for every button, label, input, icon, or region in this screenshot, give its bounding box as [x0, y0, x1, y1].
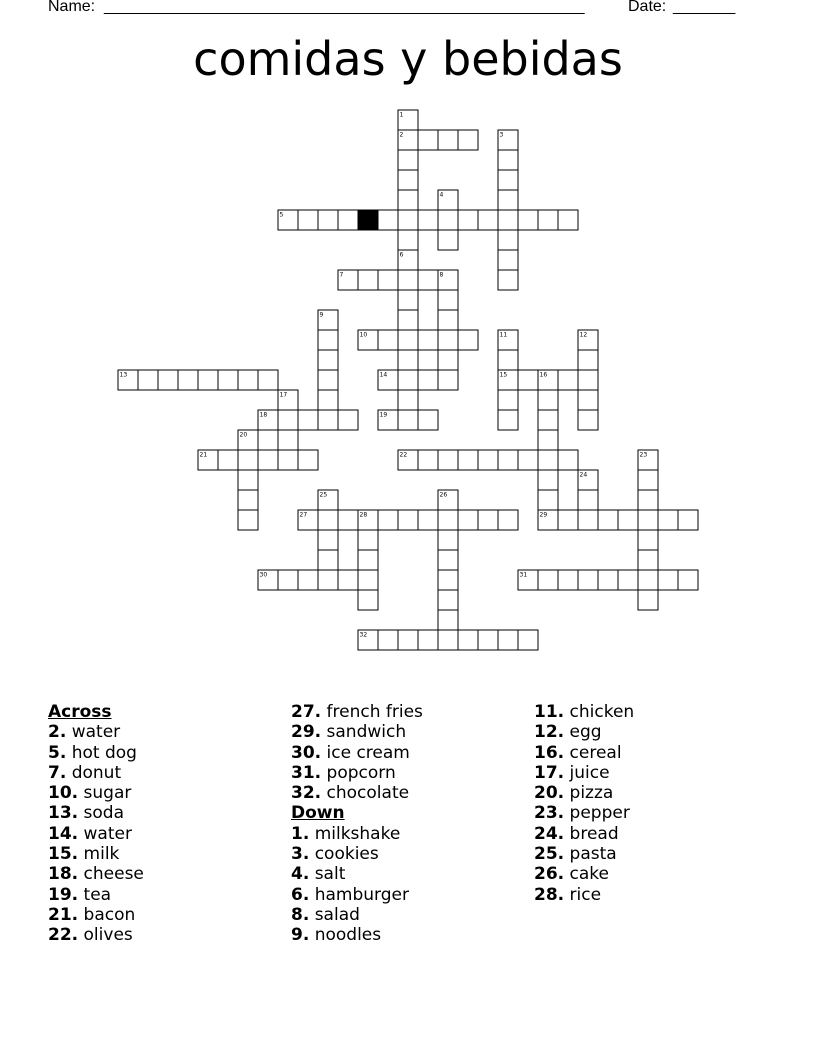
grid-cell[interactable] [438, 610, 458, 630]
cell-number: 4 [439, 191, 444, 199]
grid-cell[interactable] [138, 370, 158, 390]
grid-cell[interactable] [418, 270, 438, 290]
clue-number: 18. [48, 864, 79, 885]
clue-across [48, 722, 144, 742]
grid-cell[interactable] [638, 550, 658, 570]
grid-cell[interactable] [538, 570, 558, 590]
grid-cell[interactable] [638, 510, 658, 530]
grid-cell[interactable] [678, 570, 698, 590]
grid-cell[interactable] [338, 510, 358, 530]
grid-cell[interactable] [318, 570, 338, 590]
grid-cell[interactable] [538, 210, 558, 230]
clue-text: cookies [314, 844, 379, 865]
clue-down [534, 885, 634, 905]
grid-cell[interactable] [498, 190, 518, 210]
grid-cell[interactable] [418, 510, 438, 530]
clue-across [291, 763, 423, 783]
cell-number: 14 [379, 371, 388, 379]
cell-number: 6 [399, 251, 404, 259]
cell-number: 26 [439, 491, 448, 499]
grid-cell[interactable] [618, 510, 638, 530]
grid-cell[interactable] [238, 450, 258, 470]
clue-text: french fries [326, 702, 423, 722]
cell-number: 12 [579, 331, 588, 339]
grid-cell[interactable] [418, 370, 438, 390]
cell-number: 18 [259, 411, 268, 419]
clue-number: 17. [534, 762, 565, 783]
grid-cell[interactable] [498, 210, 518, 230]
grid-cell[interactable] [398, 310, 418, 330]
grid-cell[interactable] [238, 490, 258, 510]
cell-number: 28 [359, 511, 368, 519]
grid-cell[interactable] [198, 370, 218, 390]
clue-down [534, 763, 634, 783]
clue-text: cake [569, 864, 609, 885]
grid-cell[interactable] [518, 630, 538, 650]
clue-number: 28. [534, 884, 565, 905]
clue-text: sugar [83, 783, 132, 804]
grid-cell[interactable] [438, 310, 458, 330]
grid-cell[interactable] [158, 370, 178, 390]
grid-cell[interactable] [318, 550, 338, 570]
grid-cell[interactable] [478, 510, 498, 530]
grid-cell[interactable] [598, 570, 618, 590]
grid-cell[interactable] [318, 510, 338, 530]
clue-text: cereal [569, 742, 622, 763]
grid-cell[interactable] [538, 470, 558, 490]
clue-across [48, 763, 144, 783]
clue-text: salad [314, 904, 360, 925]
clue-across [291, 702, 423, 722]
grid-cell[interactable] [358, 590, 378, 610]
clue-text: water [83, 823, 132, 844]
clue-down [291, 925, 423, 945]
grid-cell[interactable] [218, 370, 238, 390]
cell-number: 22 [399, 451, 408, 459]
clue-number: 14. [48, 823, 79, 844]
grid-cell[interactable] [438, 350, 458, 370]
grid-cell[interactable] [598, 510, 618, 530]
clue-text: soda [83, 803, 124, 824]
clue-across [48, 864, 144, 884]
clue-across [48, 824, 144, 844]
grid-cell[interactable] [638, 530, 658, 550]
grid-cell[interactable] [298, 410, 318, 430]
clue-across [48, 803, 144, 823]
clue-down [534, 844, 634, 864]
cell-number: 32 [359, 631, 368, 639]
grid-cell[interactable] [578, 570, 598, 590]
grid-cell[interactable] [458, 450, 478, 470]
grid-cell[interactable] [398, 510, 418, 530]
grid-cell[interactable] [498, 270, 518, 290]
clue-across [48, 905, 144, 925]
grid-cell[interactable] [258, 370, 278, 390]
grid-cell[interactable] [638, 590, 658, 610]
grid-cell[interactable] [498, 230, 518, 250]
grid-cell[interactable] [458, 210, 478, 230]
grid-cell[interactable] [398, 330, 418, 350]
grid-cell[interactable] [578, 350, 598, 370]
cell-number: 1 [399, 111, 404, 119]
grid-cell[interactable] [178, 370, 198, 390]
grid-cell[interactable] [518, 370, 538, 390]
clue-text: milk [83, 844, 120, 865]
grid-cell[interactable] [478, 210, 498, 230]
clue-number: 29. [291, 722, 322, 743]
cell-number: 20 [239, 431, 248, 439]
clue-number: 32. [291, 783, 322, 804]
grid-cell[interactable] [638, 570, 658, 590]
grid-cell[interactable] [538, 390, 558, 410]
clue-number: 31. [291, 762, 322, 783]
grid-cell[interactable] [438, 590, 458, 610]
clue-across [291, 743, 423, 763]
grid-cell[interactable] [438, 210, 458, 230]
clue-across [48, 743, 144, 763]
clue-across [48, 844, 144, 864]
clue-number: 27. [291, 702, 322, 722]
grid-cell[interactable] [438, 530, 458, 550]
clue-text: noodles [314, 925, 382, 946]
grid-cell[interactable] [318, 410, 338, 430]
clue-down [534, 743, 634, 763]
grid-cell[interactable] [638, 470, 658, 490]
grid-cell[interactable] [278, 570, 298, 590]
clue-down [291, 905, 423, 925]
grid-cell[interactable] [238, 470, 258, 490]
cell-number: 30 [259, 571, 268, 579]
clue-down [291, 844, 423, 864]
grid-cell[interactable] [658, 570, 678, 590]
clue-text: salt [314, 864, 346, 885]
grid-cell[interactable] [378, 510, 398, 530]
clue-down [534, 864, 634, 884]
grid-cell[interactable] [358, 530, 378, 550]
grid-cell[interactable] [478, 630, 498, 650]
clue-down [534, 803, 634, 823]
grid-cell[interactable] [438, 230, 458, 250]
grid-cell[interactable] [398, 410, 418, 430]
grid-cell[interactable] [358, 550, 378, 570]
grid-cell[interactable] [498, 630, 518, 650]
clue-text: hamburger [314, 884, 409, 905]
grid-cell[interactable] [538, 430, 558, 450]
black-cell [358, 210, 378, 230]
grid-cell[interactable] [238, 510, 258, 530]
clue-down [534, 722, 634, 742]
grid-cell[interactable] [438, 550, 458, 570]
grid-cell[interactable] [578, 510, 598, 530]
cell-number: 19 [379, 411, 388, 419]
clue-number: 13. [48, 803, 79, 824]
grid-cell[interactable] [438, 130, 458, 150]
grid-cell[interactable] [658, 510, 678, 530]
grid-cell[interactable] [578, 390, 598, 410]
grid-cell[interactable] [378, 270, 398, 290]
clue-text: hot dog [71, 742, 137, 763]
clue-number: 23. [534, 803, 565, 824]
grid-cell[interactable] [558, 570, 578, 590]
grid-cell[interactable] [538, 490, 558, 510]
grid-cell[interactable] [458, 330, 478, 350]
clue-across [48, 925, 144, 945]
grid-cell[interactable] [558, 370, 578, 390]
grid-cell[interactable] [358, 270, 378, 290]
down-heading: Down [291, 803, 345, 824]
clue-number: 6. [291, 884, 310, 905]
grid-cell[interactable] [518, 450, 538, 470]
clue-text: ice cream [326, 742, 410, 763]
grid-cell[interactable] [398, 370, 418, 390]
clues-column-3 [534, 702, 634, 905]
clue-down [291, 824, 423, 844]
grid-cell[interactable] [318, 370, 338, 390]
clue-text: popcorn [326, 762, 396, 783]
grid-cell[interactable] [278, 410, 298, 430]
clue-number: 24. [534, 823, 565, 844]
grid-cell[interactable] [398, 630, 418, 650]
grid-cell[interactable] [238, 370, 258, 390]
grid-cell[interactable] [558, 450, 578, 470]
grid-cell[interactable] [278, 450, 298, 470]
grid-cell[interactable] [478, 450, 498, 470]
clue-text: pepper [569, 803, 630, 824]
grid-cell[interactable] [458, 130, 478, 150]
clue-text: milkshake [314, 823, 401, 844]
grid-cell[interactable] [398, 270, 418, 290]
grid-cell[interactable] [498, 150, 518, 170]
grid-cell[interactable] [538, 410, 558, 430]
grid-cell[interactable] [398, 290, 418, 310]
cell-number: 3 [499, 131, 504, 139]
clue-text: bacon [83, 904, 136, 925]
cell-number: 8 [439, 271, 444, 279]
clue-across [291, 783, 423, 803]
grid-cell[interactable] [298, 450, 318, 470]
grid-cell[interactable] [558, 510, 578, 530]
clue-number: 7. [48, 762, 67, 783]
grid-cell[interactable] [438, 570, 458, 590]
clue-number: 2. [48, 722, 67, 743]
cell-number: 13 [119, 371, 128, 379]
grid-cell[interactable] [398, 170, 418, 190]
grid-cell[interactable] [498, 410, 518, 430]
clue-number: 21. [48, 904, 79, 925]
grid-cell[interactable] [418, 330, 438, 350]
clue-number: 25. [534, 844, 565, 865]
clue-down [291, 885, 423, 905]
grid-cell[interactable] [438, 370, 458, 390]
grid-cell[interactable] [578, 410, 598, 430]
clue-text: chicken [569, 702, 635, 722]
grid-cell[interactable] [318, 350, 338, 370]
grid-cell[interactable] [498, 450, 518, 470]
grid-cell[interactable] [558, 210, 578, 230]
grid-cell[interactable] [318, 390, 338, 410]
grid-cell[interactable] [578, 370, 598, 390]
cell-number: 29 [539, 511, 548, 519]
grid-cell[interactable] [438, 330, 458, 350]
cell-number: 2 [399, 131, 404, 139]
cell-number: 10 [359, 331, 368, 339]
date-label: Date: [628, 0, 667, 15]
clue-number: 11. [534, 702, 565, 722]
cell-number: 23 [639, 451, 648, 459]
clue-number: 3. [291, 844, 310, 865]
grid-cell[interactable] [418, 410, 438, 430]
clue-number: 4. [291, 864, 310, 885]
clues-column-2 [291, 702, 423, 946]
clue-number: 16. [534, 742, 565, 763]
name-field-line[interactable]: ______________________________________________________ [104, 0, 585, 15]
name-label: Name: [48, 0, 96, 15]
cell-number: 25 [319, 491, 328, 499]
cell-number: 7 [339, 271, 344, 279]
grid-cell[interactable] [498, 350, 518, 370]
grid-cell[interactable] [578, 490, 598, 510]
grid-cell[interactable] [398, 230, 418, 250]
grid-cell[interactable] [258, 450, 278, 470]
cell-number: 17 [279, 391, 288, 399]
cell-number: 16 [539, 371, 548, 379]
cell-number: 9 [319, 311, 324, 319]
clue-text: donut [71, 762, 122, 783]
clue-number: 5. [48, 742, 67, 763]
clue-number: 9. [291, 925, 310, 946]
cell-number: 24 [579, 471, 588, 479]
grid-cell[interactable] [438, 630, 458, 650]
cell-number: 11 [499, 331, 508, 339]
clue-down [534, 702, 634, 722]
cell-number: 21 [199, 451, 208, 459]
grid-cell[interactable] [498, 170, 518, 190]
clue-text: chocolate [326, 783, 410, 804]
cell-number: 31 [519, 571, 528, 579]
clue-text: bread [569, 823, 619, 844]
grid-cell[interactable] [218, 450, 238, 470]
clue-text: juice [569, 762, 610, 783]
clue-number: 26. [534, 864, 565, 885]
grid-cell[interactable] [318, 210, 338, 230]
grid-cell[interactable] [398, 150, 418, 170]
clue-text: egg [569, 722, 602, 743]
clues-column-1 [48, 702, 144, 946]
across-heading: Across [48, 702, 112, 722]
clue-text: olives [83, 925, 133, 946]
grid-cell[interactable] [318, 330, 338, 350]
clue-text: tea [83, 884, 112, 905]
grid-cell[interactable] [338, 570, 358, 590]
clue-across [48, 783, 144, 803]
grid-cell[interactable] [458, 510, 478, 530]
grid-cell[interactable] [298, 570, 318, 590]
grid-cell[interactable] [278, 430, 298, 450]
clue-down [534, 783, 634, 803]
puzzle-title: comidas y bebidas [193, 32, 623, 86]
clue-number: 20. [534, 783, 565, 804]
clue-text: rice [569, 884, 602, 905]
grid-cell[interactable] [378, 210, 398, 230]
grid-cell[interactable] [438, 450, 458, 470]
grid-cell[interactable] [398, 350, 418, 370]
clue-number: 8. [291, 904, 310, 925]
clue-down [534, 824, 634, 844]
grid-cell[interactable] [418, 130, 438, 150]
grid-cell[interactable] [438, 510, 458, 530]
grid-cell[interactable] [438, 290, 458, 310]
grid-cell[interactable] [398, 210, 418, 230]
grid-cell[interactable] [398, 190, 418, 210]
grid-cell[interactable] [678, 510, 698, 530]
clue-number: 22. [48, 925, 79, 946]
clue-text: pizza [569, 783, 614, 804]
clue-number: 10. [48, 783, 79, 804]
clue-text: water [71, 722, 121, 743]
clue-text: pasta [569, 844, 617, 865]
grid-cell[interactable] [638, 490, 658, 510]
clue-number: 1. [291, 823, 310, 844]
grid-cell[interactable] [418, 450, 438, 470]
clue-across [291, 722, 423, 742]
grid-cell[interactable] [338, 410, 358, 430]
grid-cell[interactable] [618, 570, 638, 590]
clue-number: 15. [48, 844, 79, 865]
grid-cell[interactable] [298, 210, 318, 230]
grid-cell[interactable] [518, 210, 538, 230]
grid-cell[interactable] [378, 630, 398, 650]
grid-cell[interactable] [398, 390, 418, 410]
grid-cell[interactable] [378, 330, 398, 350]
clue-number: 12. [534, 722, 565, 743]
clue-number: 19. [48, 884, 79, 905]
clue-text: sandwich [326, 722, 407, 743]
clue-across [48, 885, 144, 905]
grid-cell[interactable] [318, 530, 338, 550]
cell-number: 27 [299, 511, 308, 519]
date-field-line[interactable]: _______ [673, 0, 736, 15]
grid-cell[interactable] [418, 210, 438, 230]
grid-cell[interactable] [418, 630, 438, 650]
grid-cell[interactable] [458, 630, 478, 650]
grid-cell[interactable] [538, 450, 558, 470]
clue-number: 30. [291, 742, 322, 763]
grid-cell[interactable] [358, 570, 378, 590]
grid-cell[interactable] [498, 390, 518, 410]
clue-down [291, 864, 423, 884]
cell-number: 5 [279, 211, 284, 219]
grid-cell[interactable] [498, 510, 518, 530]
cell-number: 15 [499, 371, 508, 379]
grid-cell[interactable] [338, 210, 358, 230]
clue-text: cheese [83, 864, 144, 885]
grid-cell[interactable] [498, 250, 518, 270]
